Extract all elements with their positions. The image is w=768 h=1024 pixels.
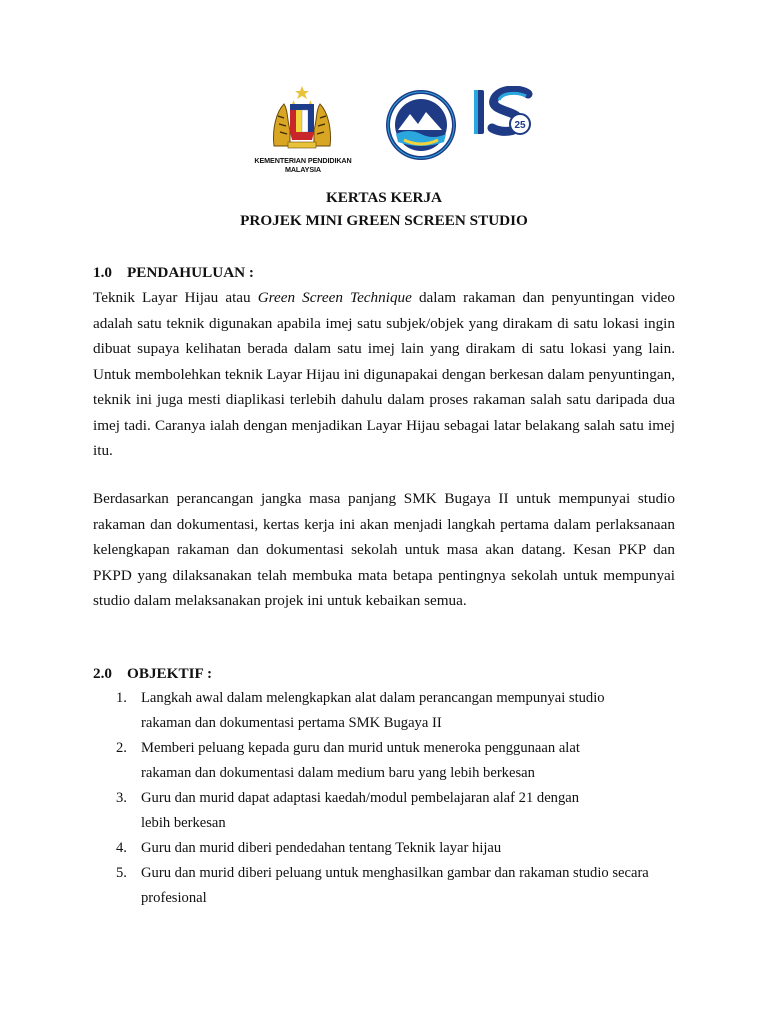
document-subtitle: PROJEK MINI GREEN SCREEN STUDIO: [240, 212, 528, 229]
italic-term: Green Screen Technique: [257, 289, 412, 306]
list-item: [93, 686, 693, 736]
section-heading-pendahuluan: [93, 264, 254, 282]
paragraph-text: Teknik Layar Hijau atau: [93, 289, 258, 306]
section-number: 1.0: [93, 264, 112, 281]
paragraph-text: dalam rakaman dan penyuntingan video adalah satu teknik digunakan apabila imej satu subjek/objek yang dirakam di satu lokasi ingin dibuat supaya kelihatan berada dalam satu imej lain yang dirakam di satu lokasi yang lain. Untuk membolehkan teknik Layar Hijau ini digunapakai dengan berkesan dalam penyuntingan, teknik ini juga mesti diaplikasi terlebih dahulu dalam proses rakaman salah satu daripada dua imej tadi. Caranya ialah dengan menjadikan Layar Hijau sebagai latar belakang salah satu imej itu.: [93, 289, 676, 459]
ministry-logo: [234, 84, 370, 174]
is-25-logo-icon: [468, 86, 538, 140]
paragraph-background: Berdasarkan perancangan jangka masa panjang SMK Bugaya II untuk mempunyai studio rakaman dan dokumentasi, kertas kerja ini akan menjadi langkah pertama dalam perlaksanaan kelengkapan rakaman dan dokumentasi sekolah untuk masa akan datang. Kesan PKP dan PKPD yang dilaksanakan telah membuka mata betapa pentingnya sekolah untuk mempunyai studio dalam melaksanakan projek ini untuk kebaikan semua.: [93, 490, 675, 609]
section-heading-objektif: [93, 665, 212, 683]
list-item: [93, 736, 693, 786]
list-text: Langkah awal dalam melengkapkan alat dalam perancangan mempunyai studio: [141, 690, 605, 706]
is25-logo: [468, 86, 538, 170]
list-text-continued: lebih berkesan: [141, 815, 226, 831]
svg-text:25: 25: [514, 120, 526, 131]
section-title: PENDAHULUAN :: [127, 264, 254, 281]
list-number: 4.: [116, 840, 127, 856]
list-text: Memberi peluang kepada guru dan murid untuk meneroka penggunaan alat: [141, 740, 580, 756]
list-number: 3.: [116, 790, 127, 806]
list-text-continued: profesional: [141, 890, 207, 906]
objective-list: [93, 686, 693, 911]
list-item: [93, 861, 693, 911]
paragraph-intro: [93, 285, 675, 464]
ministry-caption: KEMENTERIAN PENDIDIKAN MALAYSIA: [254, 156, 352, 174]
list-number: 1.: [116, 690, 127, 706]
school-logo: [384, 88, 458, 162]
section-title: OBJEKTIF :: [127, 665, 213, 682]
list-text-continued: rakaman dan dokumentasi dalam medium baru yang lebih berkesan: [141, 765, 535, 781]
list-text-continued: rakaman dan dokumentasi pertama SMK Bugaya II: [141, 715, 442, 731]
ministry-crest-icon: [270, 86, 334, 154]
document-title: KERTAS KERJA: [325, 189, 443, 206]
section-number: 2.0: [93, 665, 112, 682]
list-text: Guru dan murid dapat adaptasi kaedah/modul pembelajaran alaf 21 dengan: [141, 790, 580, 806]
list-item: [93, 836, 693, 861]
list-number: 5.: [116, 865, 127, 881]
school-badge-icon: [384, 88, 458, 162]
list-text: Guru dan murid diberi pendedahan tentang Teknik layar hijau: [141, 840, 502, 856]
list-text: Guru dan murid diberi peluang untuk menghasilkan gambar dan rakaman studio secara: [141, 865, 649, 881]
list-number: 2.: [116, 740, 127, 756]
logo-strip: [234, 84, 536, 174]
list-item: [93, 786, 693, 836]
